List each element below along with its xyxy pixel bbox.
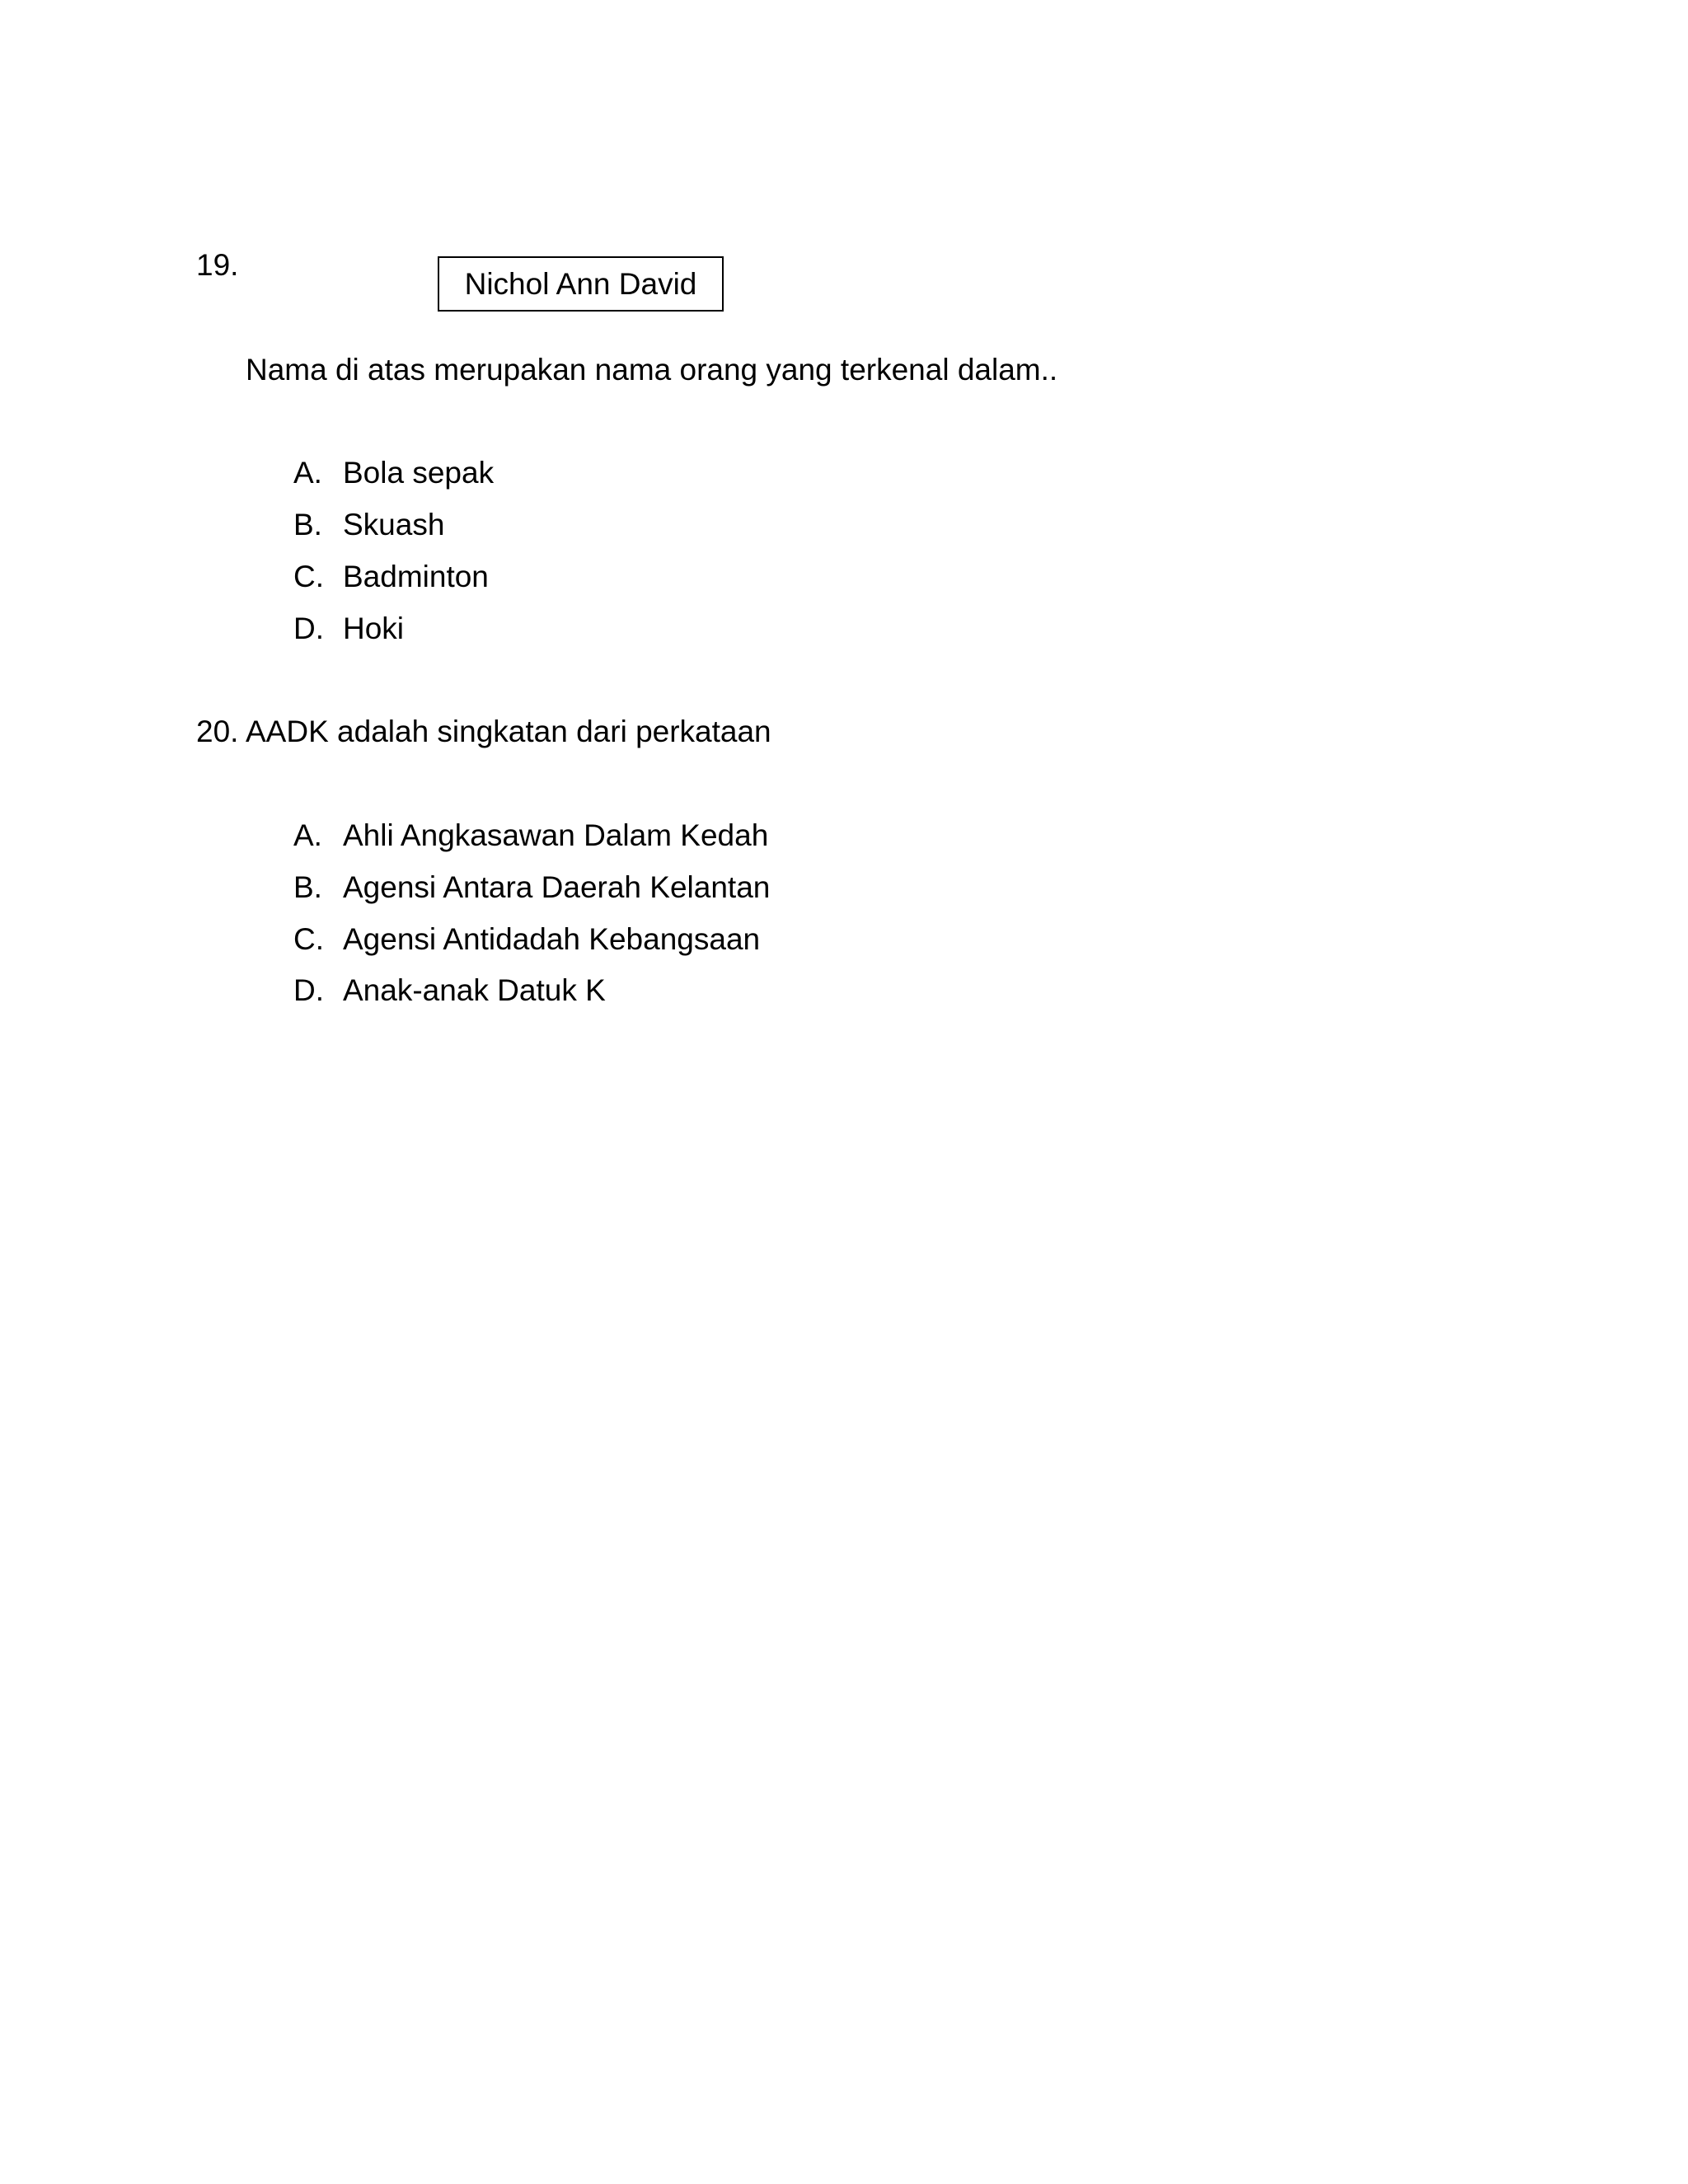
option-text: Hoki bbox=[343, 612, 405, 645]
option-letter: C. bbox=[293, 560, 324, 593]
boxed-name-text: Nichol Ann David bbox=[464, 266, 697, 301]
option-text: Bola sepak bbox=[343, 456, 495, 490]
option-letter: A. bbox=[293, 818, 322, 852]
option-text: Ahli Angkasawan Dalam Kedah bbox=[343, 818, 769, 852]
option-text: Agensi Antidadah Kebangsaan bbox=[343, 922, 761, 956]
boxed-name bbox=[438, 256, 724, 312]
question-prompt: Nama di atas merupakan nama orang yang terkenal dalam.. bbox=[246, 353, 1058, 387]
option-letter: A. bbox=[293, 456, 322, 490]
option-text: Badminton bbox=[343, 560, 489, 593]
question-number: 19. bbox=[196, 248, 239, 282]
option-text: Skuash bbox=[343, 508, 445, 541]
option-letter: B. bbox=[293, 870, 322, 904]
question-prompt: AADK adalah singkatan dari perkataan bbox=[246, 715, 771, 748]
option-text: Agensi Antara Daerah Kelantan bbox=[343, 870, 771, 904]
question-number: 20. bbox=[196, 715, 239, 748]
option-letter: D. bbox=[293, 973, 324, 1007]
option-letter: C. bbox=[293, 922, 324, 956]
option-text: Anak-anak Datuk K bbox=[343, 973, 606, 1007]
option-letter: B. bbox=[293, 508, 322, 541]
option-letter: D. bbox=[293, 612, 324, 645]
